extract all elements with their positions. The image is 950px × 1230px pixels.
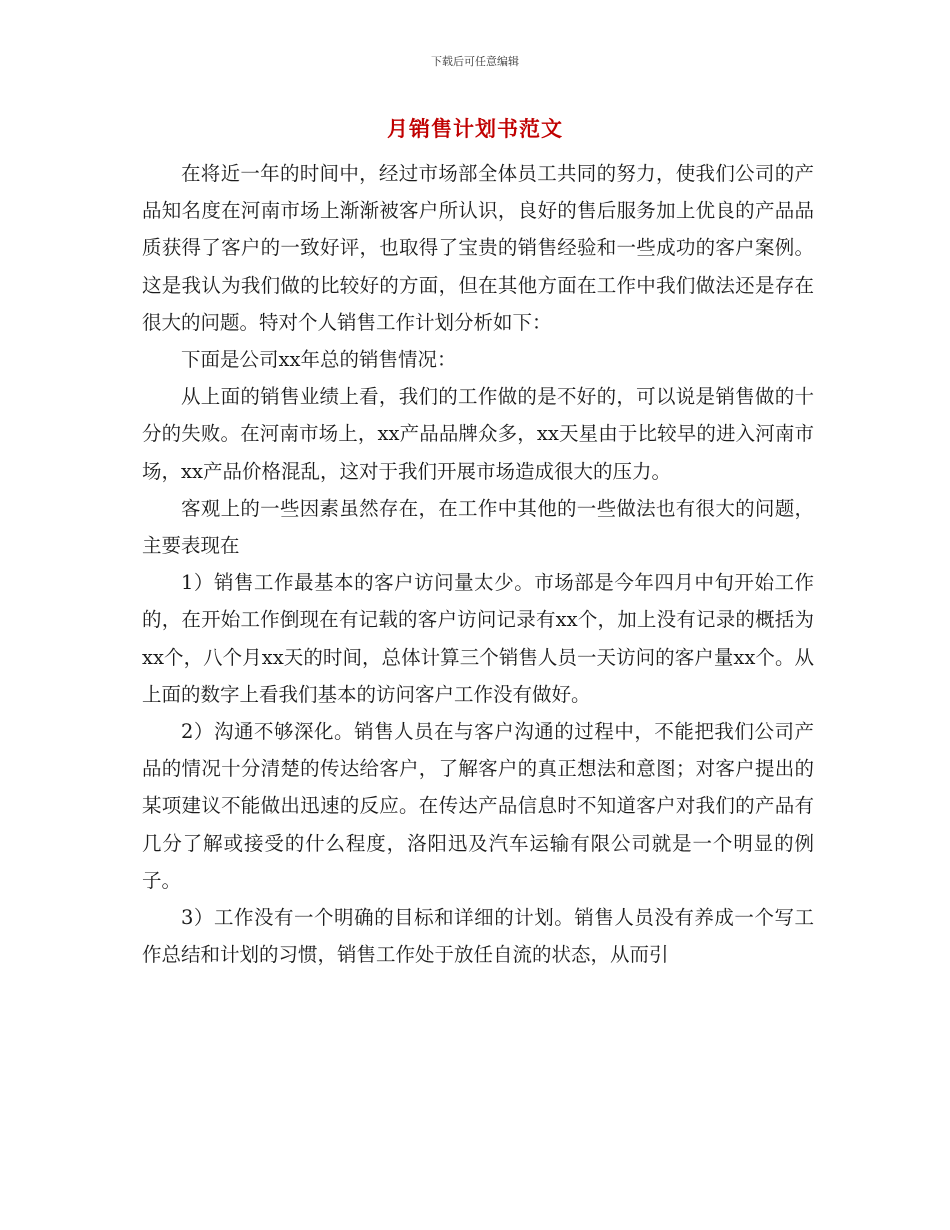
paragraph: 从上面的销售业绩上看，我们的工作做的是不好的，可以说是销售做的十分的失败。在河南市场上，xx产品品牌众多，xx天星由于比较早的进入河南市场，xx产品价格混乱，这对于我们开展市场造成很大的压力。 [142,385,814,483]
paragraph: 1）销售工作最基本的客户访问量太少。市场部是今年四月中旬开始工作的，在开始工作倒现在有记载的客户访问记录有xx个，加上没有记录的概括为xx个，八个月xx天的时间，总体计算三个销售人员一天访问的客户量xx个。从上面的数字上看我们基本的访问客户工作没有做好。 [142,571,814,706]
paragraph: 3）工作没有一个明确的目标和详细的计划。销售人员没有养成一个写工作总结和计划的习惯，销售工作处于放任自流的状态，从而引 [142,906,814,967]
document-title: 月销售计划书范文 [387,116,563,141]
paragraph: 下面是公司xx年总的销售情况： [181,348,457,372]
document-body [142,155,814,973]
page-header: 下载后可任意编辑 [431,55,519,68]
paragraph: 在将近一年的时间中，经过市场部全体员工共同的努力，使我们公司的产品知名度在河南市场上渐渐被客户所认识，良好的售后服务加上优良的产品品质获得了客户的一致好评，也取得了宝贵的销售经验和一些成功的客户案例。这是我认为我们做的比较好的方面，但在其他方面在工作中我们做法还是存在很大的问题。特对个人销售工作计划分析如下： [142,162,814,334]
paragraph: 客观上的一些因素虽然存在，在工作中其他的一些做法也有很大的问题，主要表现在 [142,496,814,558]
paragraph: 2）沟通不够深化。销售人员在与客户沟通的过程中，不能把我们公司产品的情况十分清楚的传达给客户，了解客户的真正想法和意图；对客户提出的某项建议不能做出迅速的反应。在传达产品信息时不知道客户对我们的产品有几分了解或接受的什么程度，洛阳迅及汽车运输有限公司就是一个明显的例子。 [142,720,814,892]
